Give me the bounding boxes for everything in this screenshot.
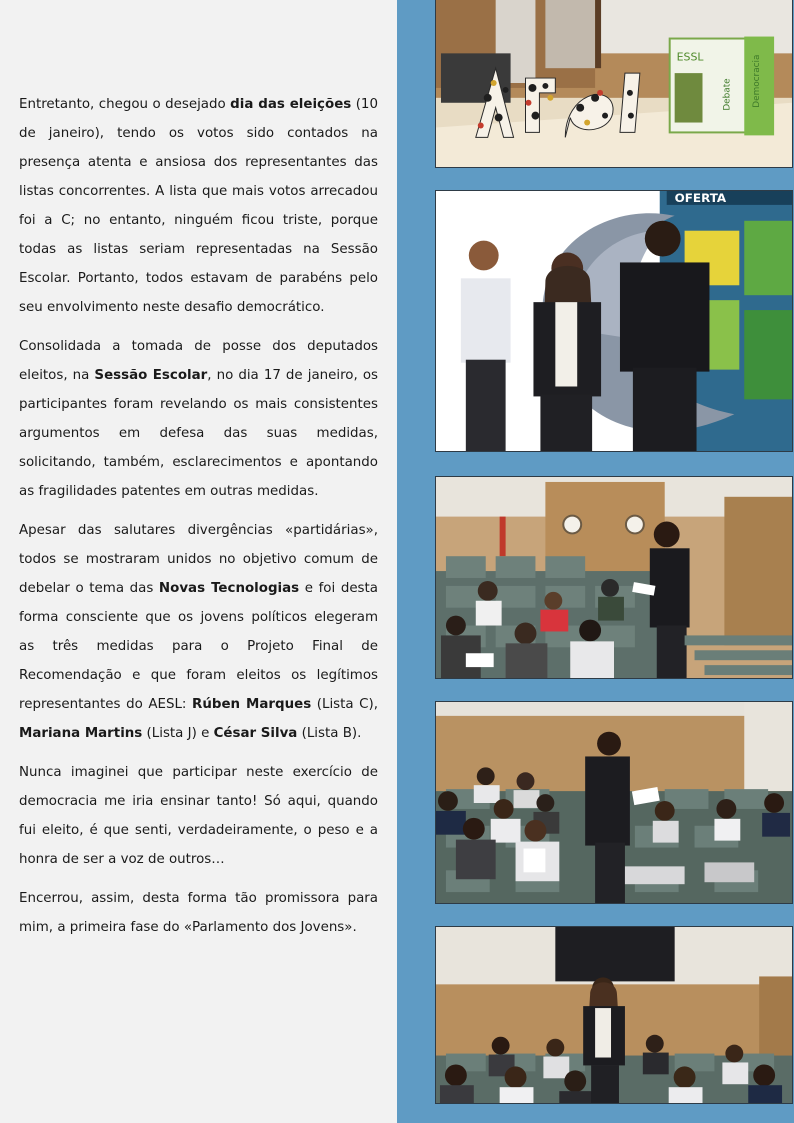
bold-phrase: César Silva	[213, 726, 298, 741]
photo-student-speaking-auditorium	[435, 476, 793, 679]
paragraph-eleicoes	[19, 90, 378, 322]
photo-student-speaking-audience	[435, 701, 793, 904]
text-run: Nunca imaginei que participar neste exercício de democracia me iria ensinar tanto! Só aqui, quando fui eleito, é que senti, verdadeiramente, o peso e a honra de ser a voz de outros…	[19, 765, 378, 867]
sign-text-debate: Debate	[722, 78, 733, 111]
paragraph-sessao-escolar	[19, 332, 378, 506]
sign-text-essl: ESSL	[676, 50, 704, 64]
text-run: (Lista J) e	[142, 726, 214, 741]
text-run: (Lista C),	[311, 697, 378, 712]
photo-three-representatives	[435, 190, 793, 452]
article-text	[19, 90, 378, 952]
photo-strip	[397, 0, 794, 1123]
text-run: (Lista B).	[297, 726, 362, 741]
bold-phrase: Mariana Martins	[19, 726, 143, 741]
bold-phrase: Rúben Marques	[192, 697, 312, 712]
banner-text-oferta: OFERTA	[674, 191, 727, 205]
sign-text-democracia: Democracia	[752, 54, 763, 108]
text-run: Apesar das salutares divergências «partidárias», todos se mostraram unidos no objetivo comum de debelar o tema das	[19, 523, 378, 596]
bold-phrase: dia das eleições	[230, 97, 352, 112]
text-run: e foi desta forma consciente que os jovens políticos elegeram as três medidas para o Projeto Final de Recomendação e que foram eleitos os legítimos representantes do AESL:	[19, 581, 378, 712]
bold-phrase: Sessão Escolar	[94, 368, 208, 383]
text-run: (10 de janeiro), tendo os votos sido contados na presença atenta e ansiosa dos representantes das listas concorrentes. A lista que mais votos arrecadou foi a C; no entanto, ninguém ficou triste, porque todas as listas seriam representadas na Sessão Escolar. Portanto, todos estavam de parabéns pelo seu envolvimento neste desafio democrático.	[19, 97, 378, 315]
paragraph-encerramento	[19, 884, 378, 942]
text-run: Consolidada a tomada de posse dos deputados eleitos, na	[19, 339, 378, 383]
photo-girl-speaking-auditorium	[435, 926, 793, 1104]
paragraph-reflexao	[19, 758, 378, 874]
bold-phrase: Novas Tecnologias	[158, 581, 300, 596]
photo-sculpture-table	[435, 0, 793, 168]
text-run: Encerrou, assim, desta forma tão promissora para mim, a primeira fase do «Parlamento dos Jovens».	[19, 891, 378, 935]
text-run: , no dia 17 de janeiro, os participantes foram revelando os mais consistentes argumentos em defesa das suas medidas, solicitando, também, esclarecimentos e apontando as fragilidades patentes em outras medidas.	[19, 368, 378, 499]
paragraph-divergencias	[19, 516, 378, 748]
text-run: Entretanto, chegou o desejado	[19, 97, 231, 112]
